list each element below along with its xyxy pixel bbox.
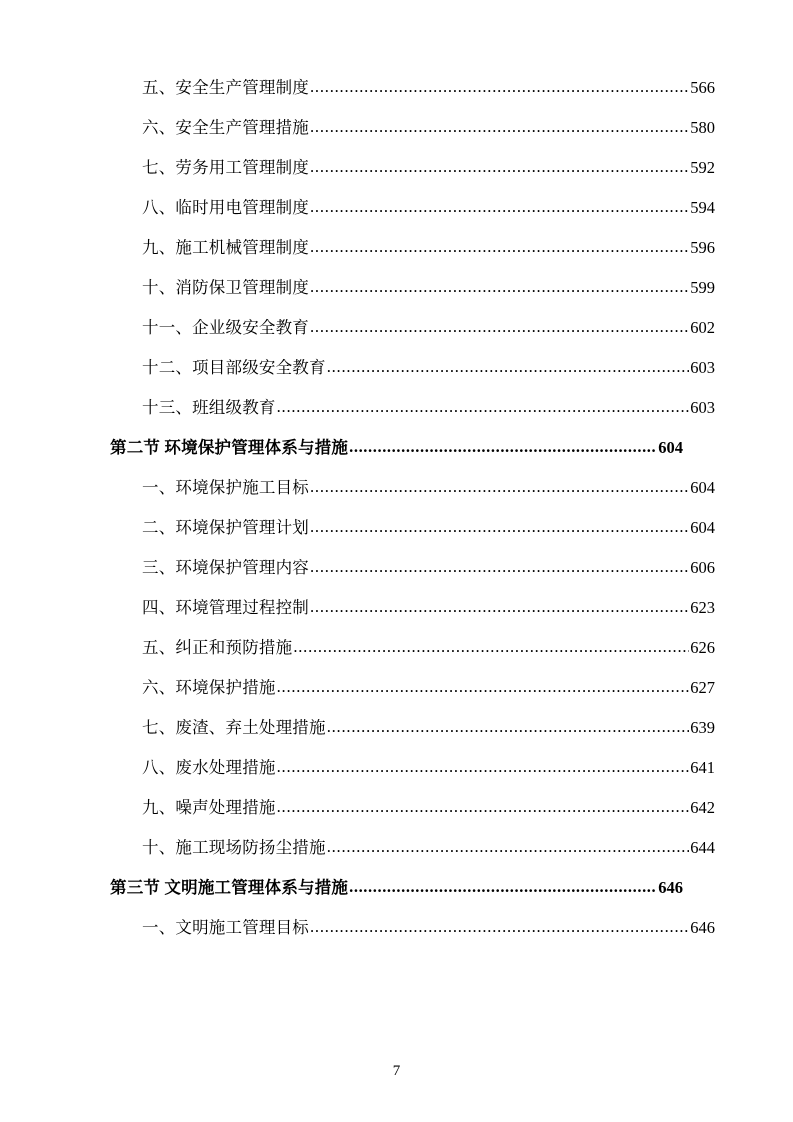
toc-leader-dots <box>349 879 657 896</box>
toc-entry-page-number: 594 <box>690 198 715 217</box>
toc-entry[interactable] <box>110 480 715 497</box>
toc-entry-label: 十、施工现场防扬尘措施 <box>142 838 326 857</box>
toc-leader-dots <box>327 719 690 736</box>
toc-leader-dots <box>310 319 689 336</box>
toc-entry[interactable] <box>110 400 715 417</box>
toc-entry[interactable] <box>110 200 715 217</box>
toc-leader-dots <box>310 599 689 616</box>
toc-entry-page-number: 623 <box>690 598 715 617</box>
toc-entry-page-number: 642 <box>690 798 715 817</box>
toc-leader-dots <box>327 359 690 376</box>
toc-leader-dots <box>310 159 689 176</box>
toc-entry[interactable] <box>110 120 715 137</box>
toc-entry-label: 十一、企业级安全教育 <box>142 318 309 337</box>
toc-entry[interactable] <box>110 760 715 777</box>
toc-entry[interactable] <box>110 360 715 377</box>
toc-leader-dots <box>349 439 657 456</box>
toc-entry-page-number: 641 <box>690 758 715 777</box>
toc-entry-page-number: 627 <box>690 678 715 697</box>
toc-entry-label: 七、劳务用工管理制度 <box>142 158 309 177</box>
toc-leader-dots <box>277 759 690 776</box>
toc-entry[interactable] <box>110 600 715 617</box>
toc-leader-dots <box>310 199 689 216</box>
toc-leader-dots <box>277 679 690 696</box>
toc-entry-page-number: 596 <box>690 238 715 257</box>
toc-entry[interactable] <box>110 800 715 817</box>
toc-entry[interactable] <box>110 560 715 577</box>
toc-entry-label: 八、废水处理措施 <box>142 758 276 777</box>
page-number-footer: 7 <box>392 1063 401 1079</box>
toc-entry-page-number: 646 <box>690 918 715 937</box>
toc-entry-label: 六、环境保护措施 <box>142 678 276 697</box>
toc-entry-label: 二、环境保护管理计划 <box>142 518 309 537</box>
toc-entry-label: 第三节 文明施工管理体系与措施 <box>110 878 349 897</box>
toc-entry-label: 一、文明施工管理目标 <box>142 918 309 937</box>
toc-entry[interactable] <box>110 680 715 697</box>
toc-entry-page-number: 592 <box>690 158 715 177</box>
toc-entry-label: 五、安全生产管理制度 <box>142 78 309 97</box>
toc-entry-page-number: 626 <box>690 638 715 657</box>
toc-entry[interactable] <box>110 920 715 937</box>
toc-entry-page-number: 646 <box>658 878 683 897</box>
toc-leader-dots <box>310 239 689 256</box>
toc-leader-dots <box>277 399 690 416</box>
toc-entry-page-number: 644 <box>690 838 715 857</box>
toc-entry-page-number: 604 <box>690 478 715 497</box>
toc-entry-page-number: 602 <box>690 318 715 337</box>
toc-entry-label: 三、环境保护管理内容 <box>142 558 309 577</box>
toc-entry-page-number: 580 <box>690 118 715 137</box>
toc-leader-dots <box>310 119 689 136</box>
toc-entry-label: 九、施工机械管理制度 <box>142 238 309 257</box>
toc-leader-dots <box>327 839 690 856</box>
toc-entry[interactable] <box>110 80 715 97</box>
toc-entry[interactable] <box>110 320 715 337</box>
toc-entry[interactable] <box>110 520 715 537</box>
toc-entry-page-number: 606 <box>690 558 715 577</box>
toc-entry[interactable] <box>110 160 715 177</box>
toc-entry[interactable] <box>110 880 683 897</box>
toc-entry-page-number: 604 <box>658 438 683 457</box>
toc-entry[interactable] <box>110 640 715 657</box>
toc-entry[interactable] <box>110 720 715 737</box>
toc-leader-dots <box>310 279 689 296</box>
toc-leader-dots <box>310 559 689 576</box>
table-of-contents <box>110 78 715 937</box>
toc-entry-label: 六、安全生产管理措施 <box>142 118 309 137</box>
toc-entry[interactable] <box>110 280 715 297</box>
toc-leader-dots <box>310 519 689 536</box>
toc-leader-dots <box>310 479 689 496</box>
toc-entry-label: 十二、项目部级安全教育 <box>142 358 326 377</box>
toc-entry-label: 八、临时用电管理制度 <box>142 198 309 217</box>
toc-leader-dots <box>293 639 689 656</box>
toc-entry-label: 七、废渣、弃土处理措施 <box>142 718 326 737</box>
toc-entry[interactable] <box>110 240 715 257</box>
toc-entry-label: 九、噪声处理措施 <box>142 798 276 817</box>
toc-entry[interactable] <box>110 840 715 857</box>
toc-entry-page-number: 599 <box>690 278 715 297</box>
toc-entry-label: 第二节 环境保护管理体系与措施 <box>110 438 349 457</box>
toc-entry-label: 四、环境管理过程控制 <box>142 598 309 617</box>
toc-entry-page-number: 639 <box>690 718 715 737</box>
toc-entry-page-number: 603 <box>690 398 715 417</box>
toc-entry[interactable] <box>110 440 683 457</box>
toc-leader-dots <box>277 799 690 816</box>
toc-entry-label: 十、消防保卫管理制度 <box>142 278 309 297</box>
toc-entry-label: 五、纠正和预防措施 <box>142 638 293 657</box>
toc-leader-dots <box>310 919 689 936</box>
toc-leader-dots <box>310 79 689 96</box>
toc-entry-page-number: 566 <box>690 78 715 97</box>
toc-entry-label: 一、环境保护施工目标 <box>142 478 309 497</box>
toc-entry-page-number: 603 <box>690 358 715 377</box>
toc-entry-page-number: 604 <box>690 518 715 537</box>
toc-entry-label: 十三、班组级教育 <box>142 398 276 417</box>
